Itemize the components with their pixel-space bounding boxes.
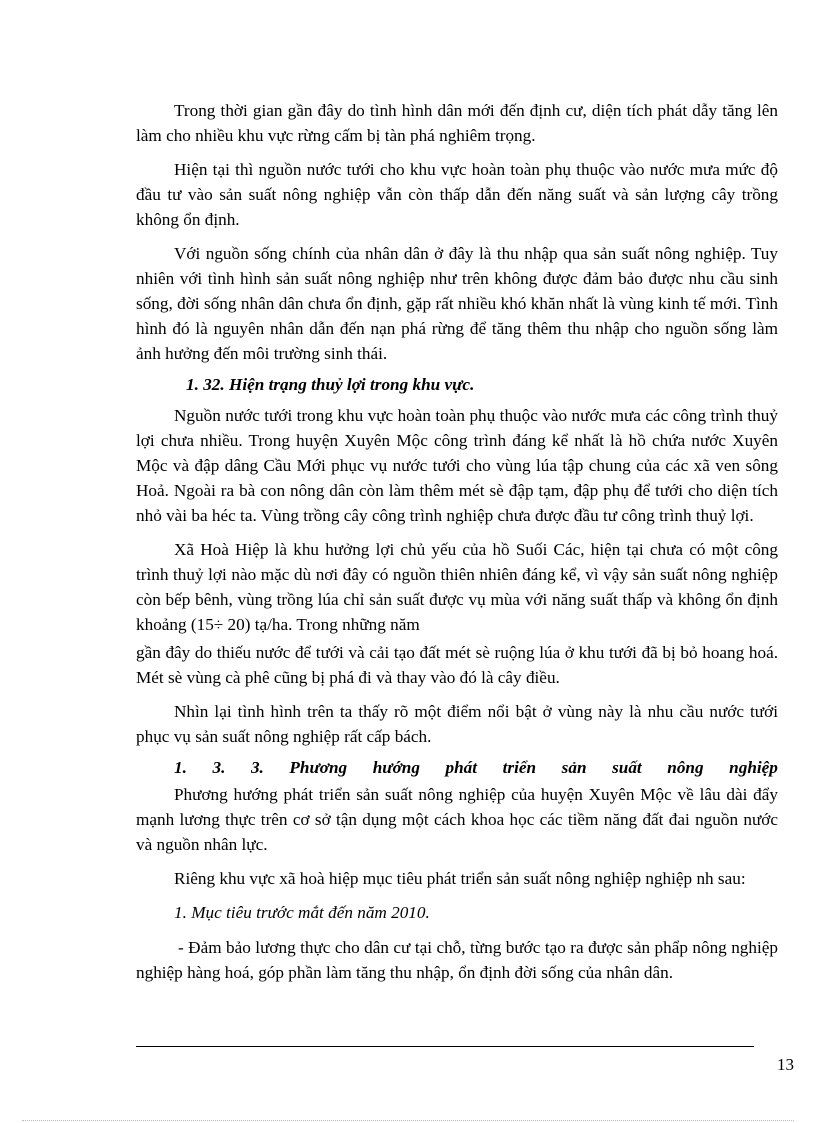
heading-word: 3. — [212, 758, 226, 777]
heading-word: 1. — [174, 758, 187, 777]
paragraph: Phương hướng phát triển sản suất nông nghiệp của huyện Xuyên Mộc về lâu dài đẩy mạnh lương thực trên cơ sở tận dụng một cách khoa học các tiềm năng đất đai nguồn nước và nguồn nhân lực. — [136, 785, 778, 854]
heading-word: triển — [502, 758, 537, 777]
bullet-paragraph — [136, 935, 778, 985]
heading-word: 3. — [250, 758, 264, 777]
paragraph: Hiện tại thì nguồn nước tưới cho khu vực hoàn toàn phụ thuộc vào nước mưa mức độ đầu tư vào sản suất nông nghiệp vẫn còn thấp dẫn đến năng suất và sản lượng cây trồng không ổn định. — [136, 160, 778, 229]
heading-word: phát — [445, 758, 478, 777]
heading-word: nghiệp — [729, 758, 778, 777]
heading-word: hướng — [372, 758, 420, 777]
footer-divider — [136, 1046, 754, 1047]
heading-word: nông — [667, 758, 704, 777]
section-heading-1-32: 1. 32. Hiện trạng thuỷ lợi trong khu vực. — [186, 375, 475, 394]
paragraph: Nhìn lại tình hình trên ta thấy rõ một điểm nổi bật ở vùng này là nhu cầu nước tưới phục vụ sản suất nông nghiệp rất cấp bách. — [136, 702, 778, 746]
paragraph: gần đây do thiếu nước để tưới và cải tạo đất mét sè ruộng lúa ở khu tưới đã bị bỏ hoang hoá. Mét sè vùng cà phê cũng bị phá đi và thay vào đó là cây điều. — [136, 643, 778, 687]
heading-word: sản — [561, 758, 587, 777]
goal-heading: 1. Mục tiêu trước mắt đến năm 2010. — [174, 903, 430, 922]
page-number: 13 — [777, 1055, 794, 1074]
heading-word: suất — [612, 758, 642, 777]
bullet-text: - Đảm bảo lương thực cho dân cư tại chỗ, từng bước tạo ra được sản phẩp nông nghiệp nghiệp hàng hoá, góp phần làm tăng thu nhập, ổn định đời sống của nhân dân. — [136, 938, 778, 982]
heading-word: Phương — [289, 758, 348, 777]
page-body — [136, 98, 778, 994]
paragraph: Xã Hoà Hiệp là khu hưởng lợi chủ yếu của hồ Suối Các, hiện tại chưa có một công trình thuỷ lợi nào mặc dù nơi đây có nguồn thiên nhiên đáng kể, vì vậy sản suất nông nghiệp còn bếp bênh, vùng trồng lúa chỉ sản suất được vụ mùa với năng suất thấp và không ổn định khoảng (15÷ 20) tạ/ha. Trong những năm — [136, 540, 778, 634]
paragraph: Trong thời gian gần đây do tình hình dân mới đến định cư, diện tích phát dẫy tăng lên làm cho nhiều khu vực rừng cấm bị tàn phá nghiêm trọng. — [136, 101, 778, 145]
paragraph: Với nguồn sống chính của nhân dân ở đây là thu nhập qua sản suất nông nghiệp. Tuy nhiên với tình hình sản suất nông nghiệp như trên không được đảm bảo được nhu cầu sinh sống, đời sống nhân dân chưa ổn định, gặp rất nhiều khó khăn nhất là vùng kinh tế mới. Tình hình đó là nguyên nhân dẫn đến nạn phá rừng để tăng thêm thu nhập cho nguồn sống làm ảnh hưởng đến môi trường sinh thái. — [136, 244, 778, 363]
paragraph: Nguồn nước tưới trong khu vực hoàn toàn phụ thuộc vào nước mưa các công trình thuỷ lợi chưa nhiều. Trong huyện Xuyên Mộc công trình đáng kể nhất là hồ chứa nước Xuyên Mộc và đập dâng Cầu Mới phục vụ nước tưới cho vùng lúa tập chung của các xã ven sông Hoả. Ngoài ra bà con nông dân còn làm thêm mét sè đập tạm, đập phụ để tưới cho diện tích nhỏ vài ba héc ta. Vùng trồng cây công trình nghiệp chưa được đầu tư công trình thuỷ lợi. — [136, 406, 778, 525]
paragraph: Riêng khu vực xã hoà hiệp mục tiêu phát triển sản suất nông nghiệp nghiệp nh sau: — [174, 869, 746, 888]
section-heading-1-3-3 — [136, 755, 778, 780]
page-edge-divider — [22, 1120, 794, 1121]
